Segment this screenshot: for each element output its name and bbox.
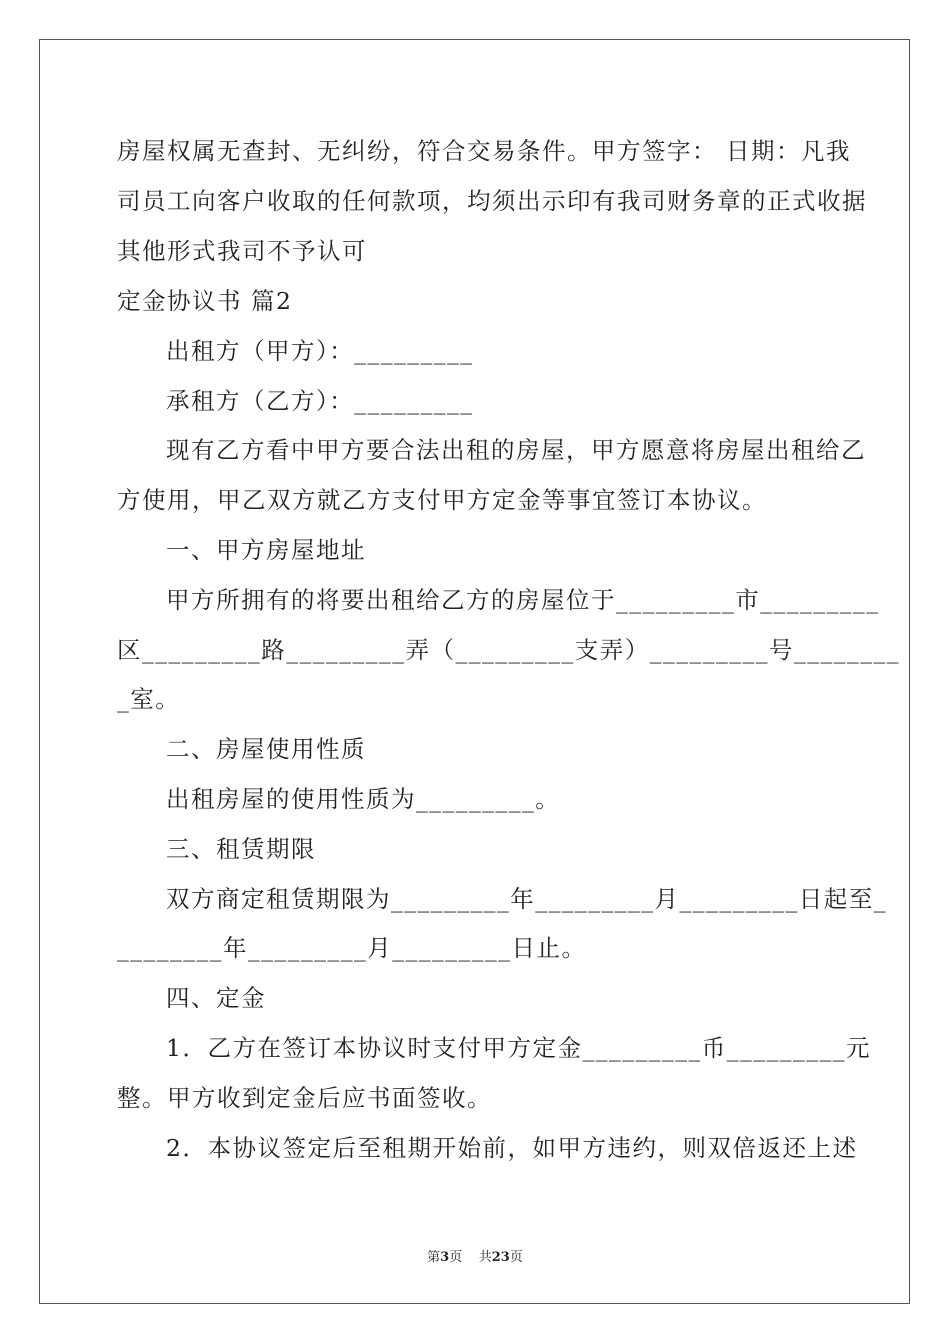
page-border [39,39,910,1304]
body-line-20: 整。甲方收到定金后应书面签收。 [117,1084,492,1112]
total-prefix: 共 [478,1250,492,1265]
heading-usage: 二、房屋使用性质 [166,735,366,763]
heading-address: 一、甲方房屋地址 [166,536,366,564]
body-line-11: 区_________路_________弄（_________支弄）_________号________ [117,636,900,664]
page-number: 3 [440,1250,450,1265]
page-prefix: 第 [427,1250,441,1265]
body-line-8: 方使用，甲乙双方就乙方支付甲方定金等事宜签订本协议。 [117,486,767,514]
heading-term: 三、租赁期限 [166,835,316,863]
body-line-7: 现有乙方看中甲方要合法出租的房屋，甲方愿意将房屋出租给乙 [166,436,866,464]
page-footer [0,1246,950,1265]
body-line-12: _室。 [117,685,181,713]
body-line-1: 房屋权属无查封、无纠纷，符合交易条件。甲方签字： 日期：凡我 [117,137,851,165]
body-line-19: 1．乙方在签订本协议时支付甲方定金_________币_________元 [166,1034,871,1062]
page-suffix: 页 [449,1250,463,1265]
body-line-2: 司员工向客户收取的任何款项，均须出示印有我司财务章的正式收据 [117,187,867,215]
heading-deposit: 四、定金 [166,984,266,1012]
total-pages: 23 [491,1250,510,1265]
body-line-21: 2．本协议签定后至租期开始前，如甲方违约，则双倍返还上述 [166,1134,858,1162]
body-line-3: 其他形式我司不予认可 [117,237,367,265]
body-line-10: 甲方所拥有的将要出租给乙方的房屋位于_________市_________ [166,586,880,614]
total-suffix: 页 [509,1250,523,1265]
body-line-17: ________年_________月_________日止。 [117,934,587,962]
section-title: 定金协议书 篇2 [117,287,293,315]
lessee-field: 承租方（乙方）：_________ [166,387,474,415]
body-line-16: 双方商定租赁期限为_________年_________月_________日起至_ [166,885,887,913]
lessor-field: 出租方（甲方）：_________ [166,337,474,365]
body-line-14: 出租房屋的使用性质为_________。 [166,785,561,813]
